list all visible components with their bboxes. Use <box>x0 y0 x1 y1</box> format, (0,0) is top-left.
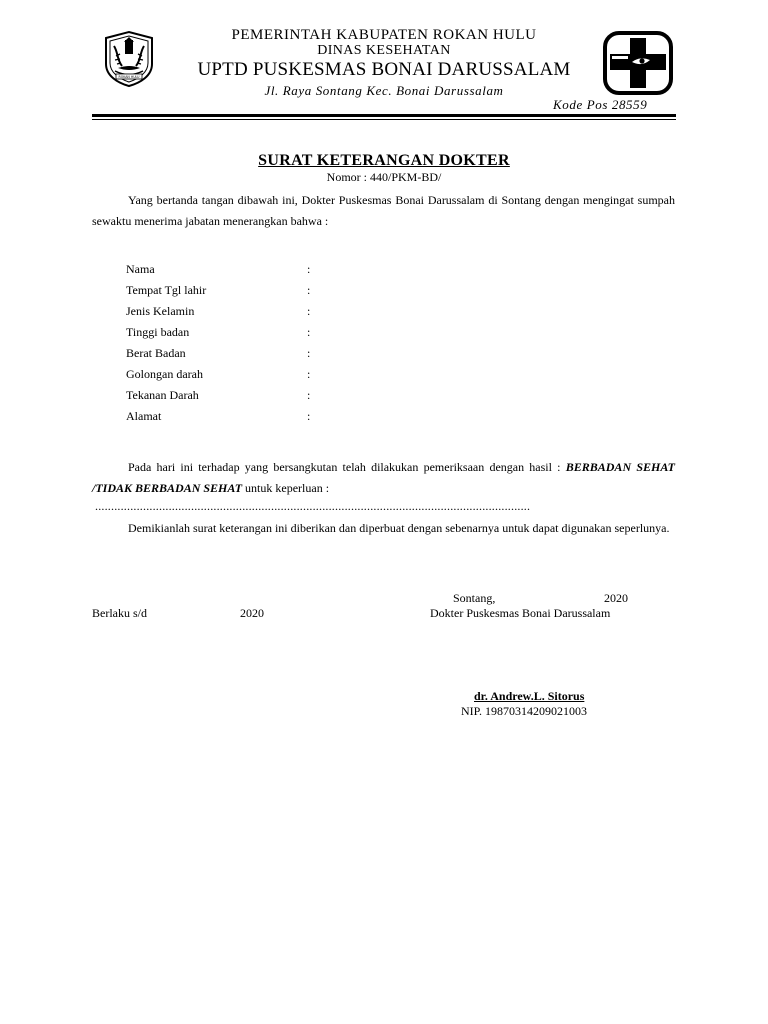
valid-until-label: Berlaku s/d <box>92 606 147 620</box>
field-colon: : <box>307 325 311 339</box>
field-label-jenis-kelamin: Jenis Kelamin <box>126 304 195 318</box>
place-date-label: Sontang, <box>453 591 496 605</box>
result-text: Pada hari ini terhadap yang bersangkutan telah dilakukan pemeriksaan dengan hasil : <box>128 460 561 474</box>
field-label-tempat-tgl-lahir: Tempat Tgl lahir <box>126 283 207 297</box>
field-colon: : <box>307 367 311 381</box>
field-label-berat-badan: Berat Badan <box>126 346 186 360</box>
signer-nip: NIP. 19870314209021003 <box>461 704 588 718</box>
intro-paragraph: Yang bertanda tangan dibawah ini, Dokter Puskesmas Bonai Darussalam di Sontang dengan mengingat sumpah sewaktu menerima jabatan menerangkan bahwa : <box>92 193 675 228</box>
field-label-alamat: Alamat <box>126 409 162 423</box>
result-paragraph <box>92 457 675 499</box>
field-label-tekanan-darah: Tekanan Darah <box>126 388 199 402</box>
clinic-name: UPTD PUSKESMAS BONAI DARUSSALAM <box>197 59 571 80</box>
result-health-status: BERBADAN SEHAT /TIDAK BERBADAN SEHAT <box>92 460 676 495</box>
letterhead-rule-thin <box>92 119 676 120</box>
signer-name: dr. Andrew.L. Sitorus <box>474 689 585 703</box>
field-colon: : <box>307 283 311 297</box>
field-colon: : <box>307 304 311 318</box>
document-number: Nomor : 440/PKM-BD/ <box>326 170 442 184</box>
purpose-dotted-line: ........................................................................................................................................ <box>95 499 531 513</box>
valid-until-year: 2020 <box>240 606 264 620</box>
government-name: PEMERINTAH KABUPATEN ROKAN HULU <box>231 27 537 43</box>
field-label-nama: Nama <box>126 262 155 276</box>
document-title: SURAT KETERANGAN DOKTER <box>258 152 510 169</box>
closing-paragraph: Demikianlah surat keterangan ini diberikan dan diperbuat dengan sebenarnya untuk dapat digunakan seperlunya. <box>128 521 670 535</box>
department-name: DINAS KESEHATAN <box>317 43 451 58</box>
emblem-text: ROKAN HULU <box>118 75 140 79</box>
signer-title: Dokter Puskesmas Bonai Darussalam <box>430 606 611 620</box>
field-colon: : <box>307 388 311 402</box>
field-label-golongan-darah: Golongan darah <box>126 367 203 381</box>
clinic-address: Jl. Raya Sontang Kec. Bonai Darussalam <box>264 83 504 98</box>
puskesmas-logo-icon <box>602 30 674 96</box>
field-colon: : <box>307 409 311 423</box>
postal-code: Kode Pos 28559 <box>553 97 648 112</box>
place-date-year: 2020 <box>604 591 628 605</box>
field-label-tinggi-badan: Tinggi badan <box>126 325 190 339</box>
letterhead-rule-thick <box>92 114 676 117</box>
field-colon: : <box>307 346 311 360</box>
result-suffix: untuk keperluan : <box>242 481 330 495</box>
field-colon: : <box>307 262 311 276</box>
